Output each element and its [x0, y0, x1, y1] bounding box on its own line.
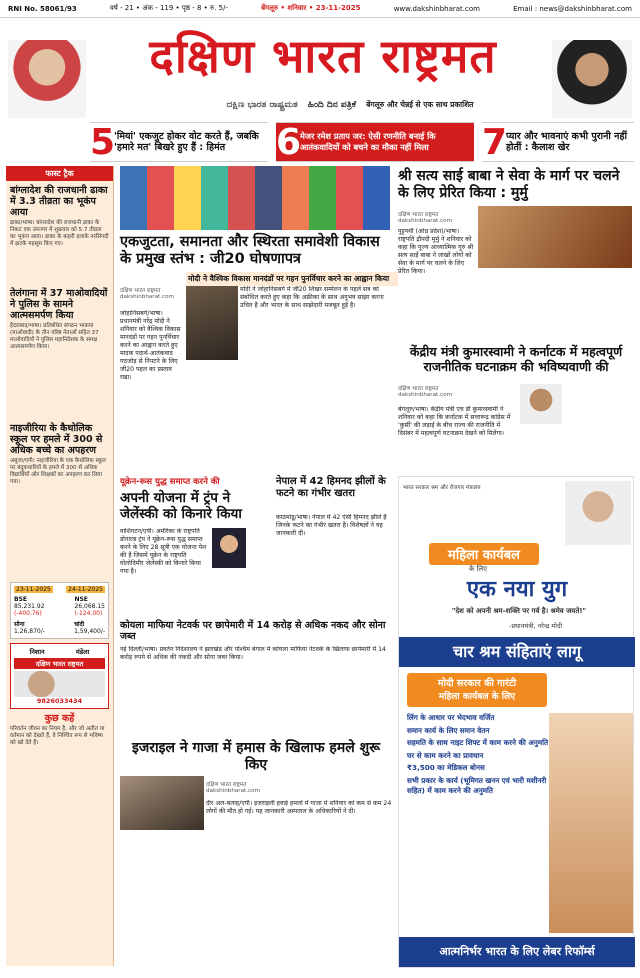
- bse-value: 85,231.92: [14, 603, 45, 610]
- israel-photo: [120, 776, 204, 830]
- g20-photo: [120, 166, 390, 230]
- fast-track-header: फास्ट ट्रैक: [6, 166, 113, 181]
- teaser-1[interactable]: [90, 122, 268, 162]
- teaser-2[interactable]: [276, 122, 474, 162]
- gold-label: सोना: [14, 621, 25, 628]
- promo-title: दक्षिण भारत राष्ट्रमत: [14, 658, 105, 669]
- murmu-body: पुट्टपर्थी (आंध्र प्रदेश)/भाषा। राष्ट्रपति द्रौपदी मुर्मु ने शनिवार को कहा कि पूज्य आध्यात्मिक गुरु श्री सत्य साईं बाबा ने लाखों लोगों को सेवा के मार्ग पर चलने के लिए प्रेरित किया।: [398, 228, 474, 275]
- lead-body-2: मोदी ने जोहानिसबर्ग में जी20 शिखर सम्मेलन के पहले सत्र को संबोधित करते हुए कहा कि अफ्रीका के साथ अनुभव साझा करना उचित है और भारत के साथ साझेदारी मजबूत हुई है।: [240, 286, 384, 309]
- news-brief-body: ढाका/भाषा। बांग्लादेश की राजधानी ढाका के निकट एक उपनगर में शुक्रवार को 5.7 तीव्रता का भूकंप आया। ढाका के बाहरी इलाके नरसिंगदी में झटके महसूस किए गए।: [10, 220, 109, 247]
- teaser-3[interactable]: [482, 122, 634, 162]
- ad-point: समान कार्य के लिए समान वेतन: [407, 725, 490, 735]
- kannada-daily: ಹಿಂದಿ ದಿನ ಪತ್ರಿಕೆ: [307, 100, 357, 110]
- modi-photo: [186, 286, 238, 360]
- kumaraswamy-headline[interactable]: केंद्रीय मंत्री कुमारस्वामी ने कर्नाटक में महत्वपूर्ण राजनीतिक घटनाक्रम की भविष्यवाणी की: [409, 344, 623, 374]
- byline-web: dakshinbharat.com: [120, 294, 174, 300]
- ad-quote: "देश को अपनी श्रम-शक्ति पर गर्व है। श्रमेव जयते!": [451, 607, 587, 615]
- teaser-text: मेजर रमेश प्रताप जर: ऐसी रणनीति बनाई कि आतंकवादियों को बचने का मौका नहीं मिला: [300, 131, 436, 152]
- news-brief-body: हैदराबाद/भाषा। प्रतिबंधित संगठन भाकपा (माओवादी) के तीन वरिष्ठ नेताओं सहित 37 माओवादियों ने पुलिस महानिदेशक के समक्ष आत्मसमर्पण किया।: [10, 323, 99, 350]
- ad-point: सभी प्रकार के कार्य (भूमिगत खनन एवं भारी मशीनरी सहित) में काम करने की अनुमति: [407, 775, 547, 795]
- news-brief-title[interactable]: तेलंगाना में 37 माओवादियों ने पुलिस के सामने आत्मसमर्पण किया: [10, 288, 108, 321]
- trump-body: वाशिंगटन/एपी। अमेरिका के राष्ट्रपति डोनाल्ड ट्रंप ने यूक्रेन-रूस युद्ध समाप्त करने के लिए 28 सूत्री एक योजना पेश की है जिसमें यूक्रेन के राष्ट्रपति वोलोदिमीर जेलेंस्की को किनारे किया गया है।: [120, 528, 207, 575]
- nse-value: 26,068.15: [74, 603, 105, 610]
- lead-body-1: जोहानिसबर्ग/भाषा। प्रधानमंत्री नरेंद्र मोदी ने शनिवार को वैश्विक विकास मानदंडों पर गहन पुनर्विचार करने का आह्वान करते हुए मादक पदार्थ-आतंकवाद गठजोड़ से निपटने के लिए जी20 पहल का प्रस्ताव रखा।: [120, 310, 181, 381]
- kumaraswamy-byline: [398, 384, 478, 398]
- ad-box-title: मोदी सरकार की गारंटी: [437, 678, 517, 689]
- bse-change: (-400.76): [14, 610, 42, 617]
- promo-contact: 9826033434: [36, 697, 83, 705]
- koyla-headline[interactable]: कोयला माफिया नेटवर्क पर छापेमारी में 14 करोड़ से अधिक नकद और सोना जब्त: [120, 620, 386, 642]
- ad-ke-liye: के लिए: [469, 565, 488, 573]
- lead-subhead: मोदी ने वैश्विक विकास मानदंडों पर गहन पुनर्विचार करने का आह्वान किया: [186, 272, 398, 286]
- publication-tagline: बेंगलूरु और चेन्नई से एक साथ प्रकाशित: [366, 100, 474, 109]
- teaser-page-number: 5: [90, 121, 116, 163]
- teaser-text: 'मियां' एकजुट होकर वोट करते हैं, जबकि 'हमारे मत' बिखरे हुए हैं : हिमंत: [114, 131, 259, 153]
- kannada-name: ದಕ್ಷಿಣ ಭಾರತ ರಾಷ್ಟ್ರಮತ: [226, 100, 298, 110]
- byline-name: दक्षिण भारत राष्ट्रमत: [120, 288, 161, 294]
- issue-meta: वर्ष - 21 • अंक - 119 • पृष्ठ - 8 • रु. 5/-: [109, 4, 228, 12]
- murmu-photo: [478, 206, 632, 268]
- website-link[interactable]: www.dakshinbharat.com: [393, 4, 480, 13]
- koyla-body: नई दिल्ली/भाषा। प्रवर्तन निदेशालय ने झारखंड और पश्चिम बंगाल में कोयला माफिया नेटवर्क के खिलाफ छापेमारी में 14 करोड़ रुपये से अधिक की नकदी और सोना जब्त किया।: [120, 646, 386, 661]
- lead-headline[interactable]: एकजुटता, समानता और स्थिरता समावेशी विकास के प्रमुख स्तंभ : जी20 घोषणापत्र: [120, 234, 380, 267]
- ad-women-photo: [549, 713, 633, 933]
- labour-ad: [398, 476, 634, 968]
- promo-head-1: निशान: [29, 648, 45, 656]
- market-box: [10, 582, 109, 639]
- ad-quote-by: -प्रधानमंत्री, नरेन्द्र मोदी: [509, 622, 563, 630]
- news-brief-title[interactable]: बांग्लादेश की राजधानी ढाका में 3.3 तीव्रता का भूकंप आया: [10, 185, 108, 218]
- murmu-body-cont: [478, 272, 632, 338]
- kuch-kahe-body: परिवर्तन जीवन का नियम है, और जो अतीत या वर्तमान को देखते हैं, वे निश्चित रूप से भविष्य को खो देते हैं।: [10, 726, 105, 746]
- top-strip: [0, 0, 640, 18]
- murmu-headline[interactable]: श्री सत्य साई बाबा ने सेवा के मार्ग पर चलने के लिए प्रेरित किया : मुर्मु: [398, 168, 620, 201]
- byline-web: dakshinbharat.com: [206, 788, 260, 794]
- murmu-byline: [398, 210, 478, 224]
- ad-point: ₹3,500 का मेडिकल बोनस: [407, 763, 485, 772]
- ad-guarantee-box: [407, 673, 547, 707]
- promo-head-2: मंडेला: [75, 648, 90, 656]
- byline-name: दक्षिण भारत राष्ट्रमत: [206, 782, 247, 788]
- market-date-2: 24-11-2025: [68, 586, 103, 593]
- ad-badge: महिला कार्यबल: [429, 543, 539, 565]
- ad-point: लिंग के आधार पर भेदभाव वर्जित: [407, 713, 495, 722]
- ad-yug: एक नया युग: [466, 577, 568, 602]
- trump-kicker: यूक्रेन-रूस युद्ध समाप्त करने की: [120, 477, 220, 487]
- email-link[interactable]: Email : news@dakshinbharat.com: [513, 4, 632, 13]
- bse-label: BSE: [14, 596, 27, 603]
- silver-label: चांदी: [74, 621, 85, 628]
- kumaraswamy-body: बेंगलूरु/भाषा। केंद्रीय मंत्री एच डी कुमारस्वामी ने शनिवार को कहा कि कर्नाटक में सत्तारूढ़ कांग्रेस में 'कुर्सी' की लड़ाई के बीच राज्य की राजनीति में दिसंबर में महत्वपूर्ण घटनाक्रम देखने को मिलेगा।: [398, 406, 511, 437]
- promo-box: [10, 643, 109, 709]
- ad-point: घर से काम करने का प्रावधान: [407, 750, 484, 760]
- city-date: बेंगलूरु • शनिवार • 23-11-2025: [261, 4, 361, 12]
- teaser-page-number: 7: [482, 121, 508, 163]
- singer-photo-right: [552, 40, 632, 118]
- kumaraswamy-photo: [520, 384, 562, 424]
- ad-footer: आत्मनिर्भर भारत के लिए लेबर रिफॉर्म्स: [399, 937, 635, 967]
- israel-byline: [206, 780, 286, 794]
- politician-photo-left: [8, 40, 86, 118]
- left-column: [6, 166, 114, 966]
- kuch-kahe-title: कुछ कहें: [44, 713, 75, 724]
- trump-photo: [212, 528, 246, 568]
- byline-name: दक्षिण भारत राष्ट्रमत: [398, 212, 439, 218]
- modi-portrait: [565, 481, 631, 545]
- ad-box-sub: महिला कार्यबल के लिए: [438, 692, 516, 702]
- byline-web: dakshinbharat.com: [398, 392, 452, 398]
- byline-web: dakshinbharat.com: [398, 218, 452, 224]
- nepal-body: काठमांडू/भाषा। नेपाल में 42 ऐसी हिमनद झीलें हैं जिनके फटने का गंभीर खतरा है। विशेषज्ञों ने यह जानकारी दी।: [276, 514, 387, 537]
- masthead-title: दक्षिण भारत राष्ट्रमत: [149, 29, 497, 83]
- israel-body: दीर अल-बलाह/एपी। इजराइली हवाई हमलों में गाजा में शनिवार को कम से कम 24 लोगों की मौत हो गई। यह जानकारी अस्पताल के अधिकारियों ने दी।: [206, 800, 392, 815]
- trump-headline[interactable]: अपनी योजना में ट्रंप ने जेलेंस्की को किनारे किया: [120, 490, 242, 522]
- ad-ministry: भारत सरकार श्रम और रोजगार मंत्रालय: [403, 485, 481, 491]
- nse-label: NSE: [74, 596, 88, 603]
- teaser-page-number: 6: [276, 121, 302, 163]
- news-brief-title[interactable]: नाइजीरिया के कैथोलिक स्कूल पर हमले में 300 से अधिक बच्चे का अपहरण: [10, 423, 103, 456]
- masthead-subline: [140, 100, 560, 110]
- teaser-text: प्यार और भावनाएं कभी पुरानी नहीं होतीं : कैलाश खेर: [506, 131, 627, 153]
- nepal-headline[interactable]: नेपाल में 42 हिमनद झीलों के फटने का गंभीर खतरा: [276, 476, 386, 499]
- market-date-1: 23-11-2025: [16, 586, 51, 593]
- ad-points: [407, 713, 557, 797]
- nse-change: (-124.00): [74, 610, 103, 617]
- gold-value: 1,26,870/-: [14, 628, 45, 635]
- rni-number: RNI No. 58061/93: [8, 4, 77, 13]
- ad-banner: चार श्रम संहिताएं लागू: [399, 637, 635, 667]
- ad-point: सहमति के साथ नाइट शिफ्ट में काम करने की अनुमति: [407, 738, 549, 747]
- promo-photo: [14, 671, 105, 697]
- byline-name: दक्षिण भारत राष्ट्रमत: [398, 386, 439, 392]
- israel-headline[interactable]: इजराइल ने गाजा में हमास के खिलाफ हमले शुरू किए: [132, 740, 380, 773]
- lead-byline: [120, 286, 184, 300]
- silver-value: 1,59,400/-: [74, 628, 105, 635]
- news-brief-body: अबुजा/एपी। नाइजीरिया के एक कैथोलिक स्कूल पर बंदूकधारियों के हमले में 300 से अधिक विद्यार्थियों और शिक्षकों का अपहरण कर लिया गया।: [10, 458, 106, 485]
